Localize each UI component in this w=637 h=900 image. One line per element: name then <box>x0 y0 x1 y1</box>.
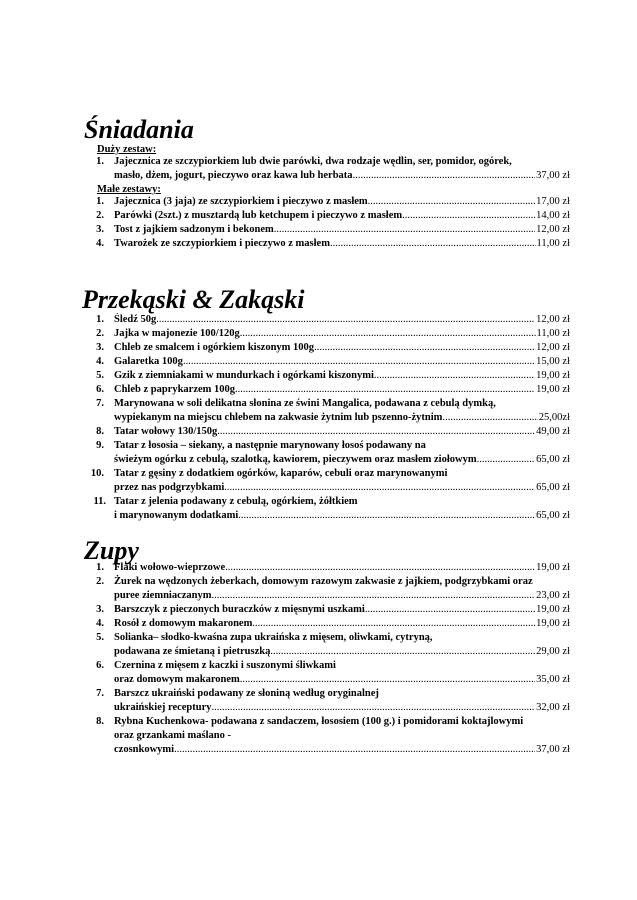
subsection-label-duzy-zestaw: Duży zestaw: <box>97 144 157 155</box>
item-name: Gzik z ziemniakami w mundurkach i ogórkami kiszonymi <box>114 370 374 381</box>
item-text-line <box>114 603 570 617</box>
item-text-line <box>114 481 570 495</box>
leader-dots <box>212 589 536 603</box>
leader-dots <box>217 425 535 439</box>
item-text-line <box>114 617 570 631</box>
item-price: 65,00 zł <box>536 510 570 521</box>
item-number: 5. <box>96 632 104 643</box>
item-price: 35,00 zł <box>536 674 570 685</box>
item-name: Tatar wołowy 130/150g <box>114 426 218 437</box>
item-text-line <box>114 169 570 183</box>
item-text-line <box>114 673 570 687</box>
leader-dots <box>477 453 536 467</box>
item-text-line <box>114 313 570 327</box>
item-price: 19,00 zł <box>536 604 570 615</box>
item-text-line <box>114 223 570 237</box>
section-title-sniadania: Śniadania <box>84 115 194 144</box>
item-name: Parówki (2szt.) z musztardą lub ketchupem i pieczywo z masłem <box>114 210 403 221</box>
leader-dots <box>240 327 536 341</box>
item-text-line <box>114 341 570 355</box>
item-name: Śledź 50g <box>114 314 157 325</box>
item-price: 65,00 zł <box>536 454 570 465</box>
item-price: 12,00 zł <box>536 314 570 325</box>
item-number: 1. <box>96 196 104 207</box>
item-name: wypiekanym na miejscu chlebem na zakwasie żytnim lub pszenno-żytnim <box>114 412 443 423</box>
leader-dots <box>270 645 535 659</box>
leader-dots <box>374 369 535 383</box>
section-title-przekaski: Przekąski & Zakąski <box>82 285 305 314</box>
item-name: podawana ze śmietaną i pietruszką <box>114 646 271 657</box>
item-name: Jajka w majonezie 100/120g <box>114 328 240 339</box>
item-number: 2. <box>96 576 104 587</box>
item-price: 25,00zł <box>538 412 570 423</box>
item-text-line: Tatar z gęsiny z dodatkiem ogórków, kaparów, cebuli oraz marynowanymi <box>114 468 448 479</box>
leader-dots <box>225 561 535 575</box>
item-name: Tost z jajkiem sadzonym i bekonem <box>114 224 274 235</box>
item-text-line <box>114 561 570 575</box>
leader-dots <box>252 617 535 631</box>
leader-dots <box>156 313 535 327</box>
item-text-line: Tatar z jelenia podawany z cebulą, ogórkiem, żółtkiem <box>114 496 358 507</box>
item-number: 6. <box>96 660 104 671</box>
item-price: 19,00 zł <box>536 384 570 395</box>
item-number: 7. <box>96 398 104 409</box>
leader-dots <box>368 195 536 209</box>
leader-dots <box>238 509 535 523</box>
item-name: Jajecznica (3 jaja) ze szczypiorkiem i pieczywo z masłem <box>114 196 368 207</box>
item-price: 32,00 zł <box>536 702 570 713</box>
item-text-line <box>114 237 570 251</box>
item-text-line <box>114 589 570 603</box>
leader-dots <box>314 341 535 355</box>
item-name: świeżym ogórku z cebulą, szalotką, kawiorem, pieczywem oraz masłem ziołowym <box>114 454 477 465</box>
item-name: masło, dżem, jogurt, pieczywo oraz kawa lub herbata <box>114 170 353 181</box>
item-text-line <box>114 327 570 341</box>
item-price: 12,00 zł <box>536 224 570 235</box>
item-text-line <box>114 411 570 425</box>
leader-dots <box>402 209 535 223</box>
item-price: 49,00 zł <box>536 426 570 437</box>
item-number: 10. <box>90 468 104 479</box>
leader-dots <box>274 223 535 237</box>
item-number: 4. <box>96 238 104 249</box>
item-text-line <box>114 743 570 757</box>
item-price: 17,00 zł <box>536 196 570 207</box>
item-price: 65,00 zł <box>536 482 570 493</box>
leader-dots <box>353 169 536 183</box>
item-text-line: Tatar z łososia – siekany, a następnie marynowany łosoś podawany na <box>114 440 426 451</box>
item-number: 2. <box>96 328 104 339</box>
item-number: 1. <box>96 314 104 325</box>
item-text-line <box>114 425 570 439</box>
item-number: 4. <box>96 618 104 629</box>
item-text-line <box>114 509 570 523</box>
item-name: Galaretka 100g <box>114 356 183 367</box>
item-price: 12,00 zł <box>536 342 570 353</box>
item-text-line <box>114 355 570 369</box>
item-text-line <box>114 369 570 383</box>
section-title-zupy: Zupy <box>84 536 139 565</box>
item-price: 19,00 zł <box>536 370 570 381</box>
item-text-line: Jajecznica ze szczypiorkiem lub dwie parówki, dwa rodzaje wędlin, ser, pomidor, ogórek, <box>114 156 512 167</box>
item-name: Barszczyk z pieczonych buraczków z mięsnymi uszkami <box>114 604 365 615</box>
item-number: 2. <box>96 210 104 221</box>
item-number: 3. <box>96 342 104 353</box>
item-number: 6. <box>96 384 104 395</box>
leader-dots <box>224 481 535 495</box>
item-name: przez nas podgrzybkami <box>114 482 225 493</box>
item-text-line: oraz grzankami maślano - <box>114 730 231 741</box>
item-number: 1. <box>96 562 104 573</box>
item-number: 8. <box>96 426 104 437</box>
leader-dots <box>235 383 535 397</box>
item-text-line: Rybna Kuchenkowa- podawana z sandaczem, łososiem (100 g.) i pomidorami koktajlowymi <box>114 716 524 727</box>
item-price: 23,00 zł <box>536 590 570 601</box>
item-number: 9. <box>96 440 104 451</box>
item-price: 15,00 zł <box>536 356 570 367</box>
item-name: Flaki wołowo-wieprzowe <box>114 562 226 573</box>
item-number: 3. <box>96 224 104 235</box>
leader-dots <box>442 411 537 425</box>
item-price: 37,00 zł <box>536 744 570 755</box>
item-text-line <box>114 383 570 397</box>
item-text-line <box>114 645 570 659</box>
item-number: 5. <box>96 370 104 381</box>
item-number: 3. <box>96 604 104 615</box>
leader-dots <box>183 355 535 369</box>
item-name: Chleb ze smalcem i ogórkiem kiszonym 100g <box>114 342 315 353</box>
item-price: 37,00 zł <box>536 170 570 181</box>
item-price: 29,00 zł <box>536 646 570 657</box>
item-name: oraz domowym makaronem <box>114 674 240 685</box>
item-price: 11,00 zł <box>536 328 570 339</box>
item-name: czosnkowymi <box>114 744 175 755</box>
item-price: 11,00 zł <box>536 238 570 249</box>
item-number: 11. <box>93 496 106 507</box>
leader-dots <box>365 603 535 617</box>
item-text-line: Solianka– słodko-kwaśna zupa ukraińska z mięsem, oliwkami, cytryną, <box>114 632 433 643</box>
item-number: 7. <box>96 688 104 699</box>
item-name: ukraińskiej receptury <box>114 702 212 713</box>
item-text-line: Barszcz ukraiński podawany ze słoniną według oryginalnej <box>114 688 379 699</box>
item-text-line: Żurek na wędzonych żeberkach, domowym razowym zakwasie z jajkiem, podgrzybkami oraz <box>114 576 533 587</box>
item-number: 4. <box>96 356 104 367</box>
item-number: 1. <box>96 156 104 167</box>
item-name: puree ziemniaczanym <box>114 590 212 601</box>
item-text-line <box>114 453 570 467</box>
item-text-line <box>114 701 570 715</box>
item-price: 19,00 zł <box>536 562 570 573</box>
item-text-line <box>114 209 570 223</box>
item-price: 19,00 zł <box>536 618 570 629</box>
item-text-line: Marynowana w soli delikatna słonina ze świni Mangalica, podawana z cebulą dymką, <box>114 398 496 409</box>
item-name: Twarożek ze szczypiorkiem i pieczywo z masłem <box>114 238 330 249</box>
leader-dots <box>240 673 535 687</box>
item-number: 8. <box>96 716 104 727</box>
item-text-line: Czernina z mięsem z kaczki i suszonymi śliwkami <box>114 660 336 671</box>
leader-dots <box>212 701 536 715</box>
subsection-label-male-zestawy: Małe zestawy: <box>97 184 161 195</box>
leader-dots <box>330 237 536 251</box>
leader-dots <box>174 743 535 757</box>
item-name: Chleb z paprykarzem 100g <box>114 384 236 395</box>
item-name: Rosół z domowym makaronem <box>114 618 253 629</box>
item-text-line <box>114 195 570 209</box>
item-name: i marynowanym dodatkami <box>114 510 239 521</box>
item-price: 14,00 zł <box>536 210 570 221</box>
